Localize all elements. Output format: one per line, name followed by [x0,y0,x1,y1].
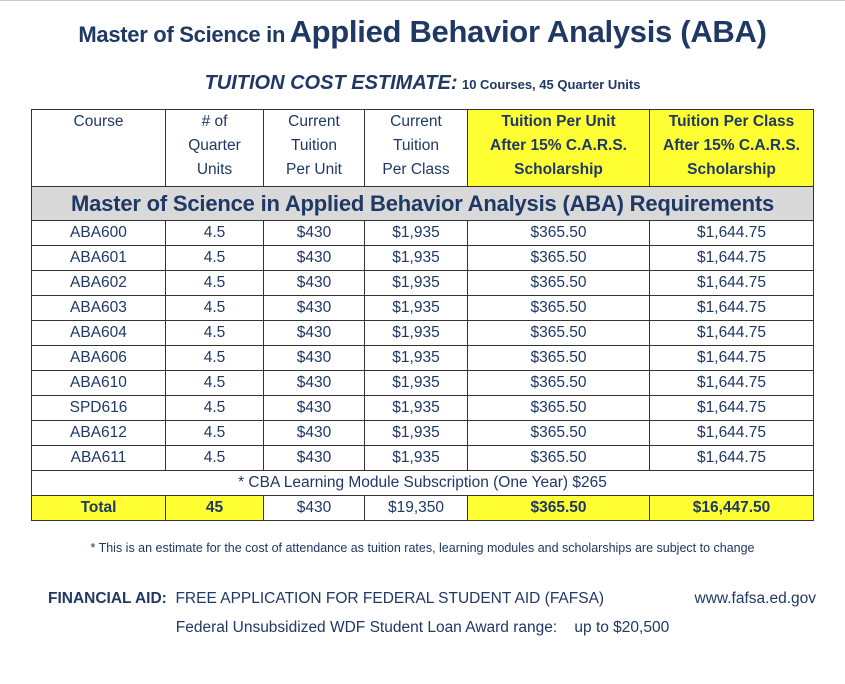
header-line: Tuition Per Unit [501,113,616,130]
total-current-per-unit: $430 [264,496,365,521]
cell-course: ABA601 [32,246,166,271]
cell-quarter-units: 4.5 [166,221,264,246]
header-line: Current [288,113,340,130]
cell-current-per-class: $1,935 [365,321,468,346]
cell-current-per-unit: $430 [264,221,365,246]
total-current-per-class: $19,350 [365,496,468,521]
cell-quarter-units: 4.5 [166,246,264,271]
cell-course: ABA610 [32,371,166,396]
title-main: Applied Behavior Analysis (ABA) [289,14,767,49]
table-row [32,246,814,271]
subtitle-lead: TUITION COST ESTIMATE: [204,72,458,94]
header-quarter-units [166,110,264,187]
financial-aid-line [48,590,828,608]
table-row [32,371,814,396]
cell-current-per-class: $1,935 [365,246,468,271]
cell-scholarship-per-class: $1,644.75 [650,296,814,321]
cell-scholarship-per-unit: $365.50 [468,271,650,296]
cell-current-per-class: $1,935 [365,446,468,471]
header-line: After 15% C.A.R.S. [663,137,800,154]
cell-quarter-units: 4.5 [166,296,264,321]
title-prefix: Master of Science in [78,22,286,47]
header-scholarship-per-class [650,110,814,187]
header-line: Tuition Per Class [668,113,795,130]
section-title-row [32,187,814,221]
cell-course: ABA604 [32,321,166,346]
table-row [32,396,814,421]
cell-scholarship-per-class: $1,644.75 [650,371,814,396]
cell-scholarship-per-class: $1,644.75 [650,396,814,421]
header-current-per-unit [264,110,365,187]
cell-course: ABA600 [32,221,166,246]
page-subtitle [0,72,845,95]
header-line: Scholarship [687,161,776,178]
header-line: Per Unit [286,161,342,178]
header-line: Units [196,161,233,178]
cell-scholarship-per-unit: $365.50 [468,296,650,321]
cell-course: ABA611 [32,446,166,471]
total-course: Total [32,496,166,521]
cell-scholarship-per-unit: $365.50 [468,246,650,271]
cell-current-per-unit: $430 [264,371,365,396]
cell-quarter-units: 4.5 [166,371,264,396]
header-line: After 15% C.A.R.S. [490,137,627,154]
cell-quarter-units: 4.5 [166,346,264,371]
tuition-table [31,109,814,521]
note-row [32,471,814,496]
header-line: # of [201,113,228,130]
cell-scholarship-per-unit: $365.50 [468,446,650,471]
cell-current-per-unit: $430 [264,321,365,346]
section-title: Master of Science in Applied Behavior Analysis (ABA) Requirements [32,187,814,221]
cell-current-per-unit: $430 [264,421,365,446]
cell-current-per-unit: $430 [264,446,365,471]
header-line: Course [73,113,124,130]
table-row [32,221,814,246]
loan-line [0,619,845,637]
table-row [32,346,814,371]
table-row [32,321,814,346]
cell-scholarship-per-unit: $365.50 [468,221,650,246]
table-row [32,271,814,296]
cell-scholarship-per-class: $1,644.75 [650,321,814,346]
subtitle-detail: 10 Courses, 45 Quarter Units [461,77,641,92]
cell-current-per-unit: $430 [264,346,365,371]
header-line: Tuition [393,137,439,154]
cell-scholarship-per-class: $1,644.75 [650,271,814,296]
total-quarter-units: 45 [166,496,264,521]
cell-scholarship-per-unit: $365.50 [468,421,650,446]
cell-scholarship-per-class: $1,644.75 [650,421,814,446]
total-row [32,496,814,521]
financial-aid-text: FREE APPLICATION FOR FEDERAL STUDENT AID (FAFSA) [175,590,605,607]
table-row [32,296,814,321]
header-line: Per Class [382,161,450,178]
header-scholarship-per-unit [468,110,650,187]
cell-course: ABA606 [32,346,166,371]
table-row [32,446,814,471]
header-current-per-class [365,110,468,187]
cell-scholarship-per-class: $1,644.75 [650,446,814,471]
cell-scholarship-per-class: $1,644.75 [650,246,814,271]
total-scholarship-per-unit: $365.50 [468,496,650,521]
cell-current-per-class: $1,935 [365,271,468,296]
header-course [32,110,166,187]
header-line: Quarter [188,137,241,154]
cell-current-per-unit: $430 [264,396,365,421]
cell-scholarship-per-unit: $365.50 [468,321,650,346]
cell-scholarship-per-unit: $365.50 [468,346,650,371]
cell-scholarship-per-unit: $365.50 [468,396,650,421]
cell-scholarship-per-unit: $365.50 [468,371,650,396]
header-line: Tuition [291,137,337,154]
cell-quarter-units: 4.5 [166,446,264,471]
cell-current-per-class: $1,935 [365,396,468,421]
page-title [0,14,845,50]
cell-current-per-class: $1,935 [365,421,468,446]
loan-label: Federal Unsubsidized WDF Student Loan Award range: [175,619,558,636]
cell-course: ABA612 [32,421,166,446]
cell-scholarship-per-class: $1,644.75 [650,346,814,371]
cell-current-per-unit: $430 [264,246,365,271]
cell-quarter-units: 4.5 [166,421,264,446]
cell-current-per-class: $1,935 [365,346,468,371]
total-scholarship-per-class: $16,447.50 [650,496,814,521]
cell-quarter-units: 4.5 [166,271,264,296]
fafsa-link[interactable]: www.fafsa.ed.gov [694,590,816,607]
cell-course: ABA603 [32,296,166,321]
financial-aid-label: FINANCIAL AID: [48,590,167,607]
loan-value: up to $20,500 [574,619,670,636]
cell-scholarship-per-class: $1,644.75 [650,221,814,246]
cell-current-per-class: $1,935 [365,221,468,246]
cell-quarter-units: 4.5 [166,321,264,346]
module-subscription-note: * CBA Learning Module Subscription (One Year) $265 [32,471,814,496]
header-line: Scholarship [514,161,603,178]
table-row [32,421,814,446]
table-header-row [32,110,814,187]
cell-current-per-class: $1,935 [365,371,468,396]
disclaimer: * This is an estimate for the cost of attendance as tuition rates, learning modules and scholarships are subject to change [90,541,755,555]
cell-current-per-unit: $430 [264,296,365,321]
cell-current-per-unit: $430 [264,271,365,296]
cell-quarter-units: 4.5 [166,396,264,421]
cell-course: SPD616 [32,396,166,421]
header-line: Current [390,113,442,130]
cell-current-per-class: $1,935 [365,296,468,321]
top-divider [0,0,845,1]
cell-course: ABA602 [32,271,166,296]
